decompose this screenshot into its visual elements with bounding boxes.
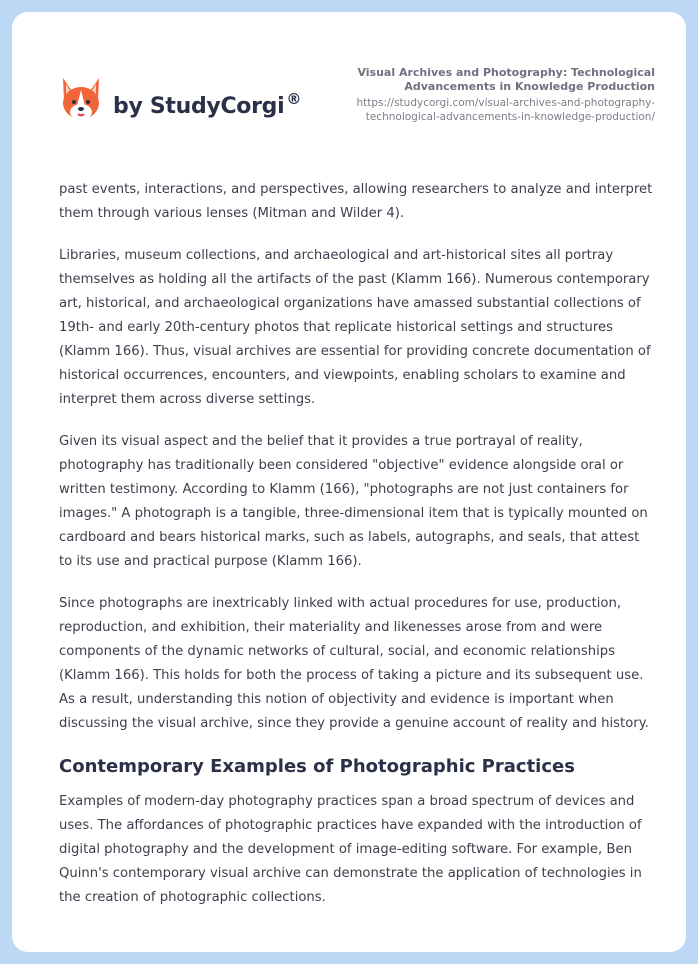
logo-wordmark: by StudyCorgi <box>113 94 285 119</box>
body-paragraph: Libraries, museum collections, and archaeological and art-historical sites all portray themselves as holding all the artifacts of the past (Klamm 166). Numerous contemporary art, historical, and archaeological organizations have amassed substantial collections of 19th- and early 20th-century photos that replicate historical settings and structures (Klamm 166). Thus, visual archives are essential for providing concrete documentation of historical occurrences, encounters, and viewpoints, enabling scholars to examine and interpret them across diverse settings. <box>59 248 651 407</box>
document-url[interactable] <box>315 96 655 124</box>
page-header <box>12 12 686 162</box>
body-paragraph: Given its visual aspect and the belief that it provides a true portrayal of reality, photography has traditionally been considered "objective" evidence alongside oral or written testimony. According to Klamm (166), "photographs are not just containers for images." A photograph is a tangible, three-dimensional item that is typically mounted on cardboard and bears historical marks, such as labels, autographs, and seals, that attest to its use and practical purpose (Klamm 166). <box>59 434 648 569</box>
corgi-icon <box>60 76 102 124</box>
document-meta <box>315 66 655 124</box>
body-paragraph: Since photographs are inextricably linked with actual procedures for use, production, reproduction, and exhibition, their materiality and likenesses arose from and were components of the dynamic networks of cultural, social, and economic relationships (Klamm 166). This holds for both the process of taking a picture and its subsequent use. As a result, understanding this notion of objectivity and evidence is important when discussing the visual archive, since they provide a genuine account of reality and history. <box>59 596 649 731</box>
section-heading: Contemporary Examples of Photographic Practices <box>59 756 575 777</box>
document-title-line: Advancements in Knowledge Production <box>404 80 655 93</box>
document-url-line: https://studycorgi.com/visual-archives-and-photography- <box>356 97 655 109</box>
document-title-line: Visual Archives and Photography: Technological <box>357 66 655 79</box>
body-paragraph: past events, interactions, and perspectives, allowing researchers to analyze and interpret them through various lenses (Mitman and Wilder 4). <box>59 182 653 221</box>
document-title <box>315 66 655 94</box>
registered-mark: ® <box>286 90 302 108</box>
logo-text <box>113 90 301 119</box>
studycorgi-logo[interactable] <box>60 76 320 136</box>
document-page <box>12 12 686 952</box>
body-paragraph: Examples of modern-day photography practices span a broad spectrum of devices and uses. The affordances of photographic practices have expanded with the introduction of digital photography and the development of image-editing software. For example, Ben Quinn's contemporary visual archive can demonstrate the application of technologies in the creation of photographic collections. <box>59 794 642 905</box>
document-body <box>59 178 655 928</box>
document-url-line: technological-advancements-in-knowledge-production/ <box>365 111 655 123</box>
